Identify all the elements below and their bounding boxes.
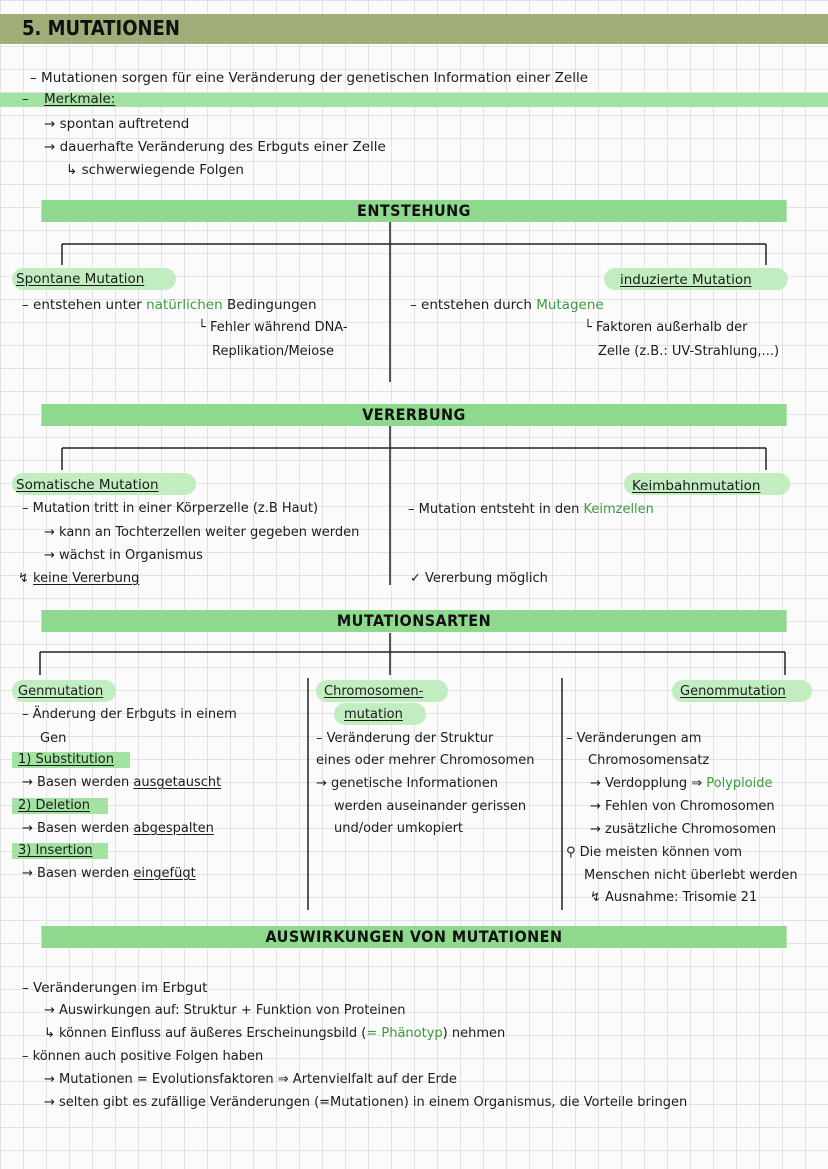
gen-line: → Basen werden abgespalten xyxy=(22,821,214,836)
chromosomenmutation-title: Chromosomen- xyxy=(324,684,424,699)
chrom-line: eines oder mehrer Chromosomen xyxy=(316,753,535,768)
keimbahn-line: ✓ Vererbung möglich xyxy=(410,571,548,586)
genmutation-title: Genmutation xyxy=(18,684,104,699)
induziert-line: Zelle (z.B.: UV-Strahlung,...) xyxy=(598,344,780,359)
section-heading-vererbung: VERERBUNG xyxy=(41,404,786,426)
genom-line: → zusätzliche Chromosomen xyxy=(590,822,777,837)
chromosomenmutation-title: mutation xyxy=(344,707,403,722)
somatische-mutation-title: Somatische Mutation xyxy=(16,477,159,493)
chrom-line: – Veränderung der Struktur xyxy=(316,731,494,746)
auswirkung-line: – Veränderungen im Erbgut xyxy=(22,980,208,996)
substitution-label: 1) Substitution xyxy=(18,752,114,767)
deletion-label: 2) Deletion xyxy=(18,798,90,813)
merkmal-item: → spontan auftretend xyxy=(44,116,190,132)
gen-line: Gen xyxy=(40,731,67,746)
gen-line: → Basen werden eingefügt xyxy=(22,866,196,881)
somatisch-line: → kann an Tochterzellen weiter gegeben werden xyxy=(44,525,360,540)
induziert-line: └ Faktoren außerhalb der xyxy=(584,320,748,335)
chrom-line: werden auseinander gerissen xyxy=(334,799,527,814)
somatisch-line: → wächst in Organismus xyxy=(44,548,203,563)
genom-line: ⚲ Die meisten können vom xyxy=(566,845,743,860)
lightning-icon: ↯ xyxy=(18,571,29,586)
genommutation-title: Genommutation xyxy=(680,684,786,699)
insertion-label: 3) Insertion xyxy=(18,843,93,858)
auswirkung-line: ↳ können Einfluss auf äußeres Erscheinungsbild (= Phänotyp) nehmen xyxy=(44,1026,506,1041)
spontan-line: – entstehen unter natürlichen Bedingungen xyxy=(22,297,317,313)
genom-line: → Fehlen von Chromosomen xyxy=(590,799,775,814)
genom-line: → Verdopplung ⇒ Polyploide xyxy=(590,776,773,791)
merkmale-label: Merkmale: xyxy=(44,91,116,107)
genom-line: ↯ Ausnahme: Trisomie 21 xyxy=(590,890,758,905)
genom-line: Chromosomensatz xyxy=(588,753,710,768)
auswirkung-line: → selten gibt es zufällige Veränderungen (=Mutationen) in einem Organismus, die Vorteile bringen xyxy=(44,1095,688,1110)
somatisch-line: – Mutation tritt in einer Körperzelle (z.B Haut) xyxy=(22,501,319,516)
auswirkung-line: – können auch positive Folgen haben xyxy=(22,1049,264,1064)
merkmale-dash: – xyxy=(22,91,29,107)
auswirkung-line: → Auswirkungen auf: Struktur + Funktion von Proteinen xyxy=(44,1003,406,1018)
spontan-line: └ Fehler während DNA- xyxy=(198,320,348,335)
induziert-line: – entstehen durch Mutagene xyxy=(410,297,604,313)
keimbahn-line: – Mutation entsteht in den Keimzellen xyxy=(408,502,654,517)
genom-line: Menschen nicht überlebt werden xyxy=(584,868,798,883)
spontane-mutation-title: Spontane Mutation xyxy=(16,271,145,287)
auswirkung-line: → Mutationen = Evolutionsfaktoren ⇒ Artenvielfalt auf der Erde xyxy=(44,1072,457,1087)
gen-line: → Basen werden ausgetauscht xyxy=(22,775,222,790)
section-heading-mutationsarten: MUTATIONSARTEN xyxy=(41,610,786,632)
genom-line: – Veränderungen am xyxy=(566,731,702,746)
intro-line: – Mutationen sorgen für eine Veränderung der genetischen Information einer Zelle xyxy=(30,70,589,86)
chrom-line: und/oder umkopiert xyxy=(334,821,464,836)
induzierte-mutation-title: induzierte Mutation xyxy=(620,272,752,288)
gen-line: – Änderung der Erbguts in einem xyxy=(22,707,237,722)
page-title: 5. MUTATIONEN xyxy=(22,16,180,40)
keine-vererbung: ↯ keine Vererbung xyxy=(18,571,140,586)
chrom-line: → genetische Informationen xyxy=(316,776,498,791)
keimbahnmutation-title: Keimbahnmutation xyxy=(632,478,761,494)
section-heading-entstehung: ENTSTEHUNG xyxy=(41,200,786,222)
merkmal-item: → dauerhafte Veränderung des Erbguts einer Zelle xyxy=(44,139,386,155)
spontan-line: Replikation/Meiose xyxy=(212,344,335,359)
section-heading-auswirkungen: AUSWIRKUNGEN VON MUTATIONEN xyxy=(41,926,786,948)
merkmal-item: ↳ schwerwiegende Folgen xyxy=(66,162,244,178)
